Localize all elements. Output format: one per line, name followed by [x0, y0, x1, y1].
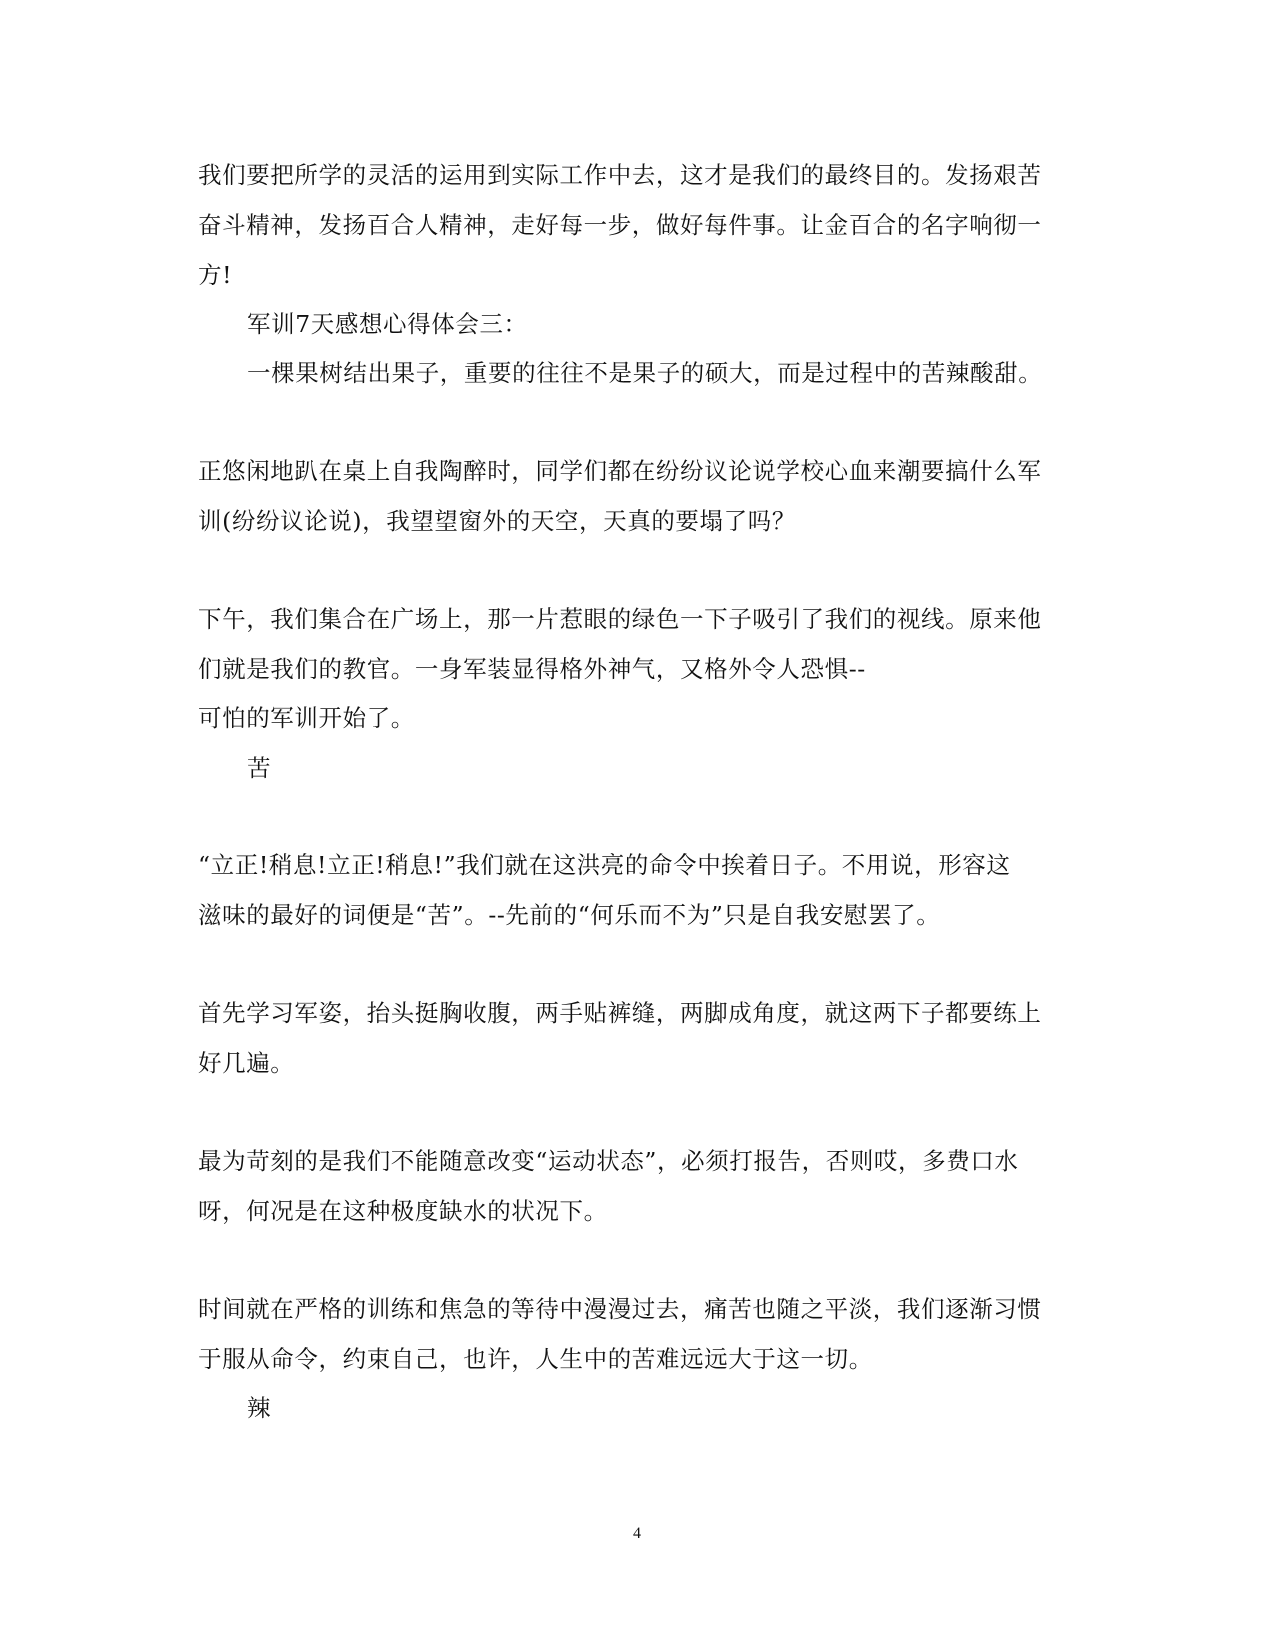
body-text-line: 方!: [198, 261, 233, 289]
body-text-line: 时间就在严格的训练和焦急的等待中漫漫过去，痛苦也随之平淡，我们逐渐习惯: [198, 1295, 1042, 1323]
subsection-heading: 辣: [247, 1394, 272, 1422]
body-text-line: 滋味的最好的词便是“苦”。--先前的“何乐而不为”只是自我安慰罢了。: [198, 901, 941, 929]
body-text-line: 好几遍。: [198, 1049, 295, 1077]
subsection-heading: 苦: [247, 754, 272, 782]
body-text-line: 下午，我们集合在广场上，那一片惹眼的绿色一下子吸引了我们的视线。原来他: [198, 605, 1042, 633]
body-text-line: 最为苛刻的是我们不能随意改变“运动状态”，必须打报告，否则哎，多费口水: [198, 1147, 1019, 1175]
body-text-line: 们就是我们的教官。一身军装显得格外神气，又格外令人恐惧--: [198, 655, 866, 683]
body-text-line: 可怕的军训开始了。: [198, 704, 415, 732]
body-text-line: 正悠闲地趴在桌上自我陶醉时，同学们都在纷纷议论说学校心血来潮要搞什么军: [198, 457, 1042, 485]
section-heading: 军训7天感想心得体会三：: [247, 310, 528, 338]
body-text-line: 奋斗精神，发扬百合人精神，走好每一步，做好每件事。让金百合的名字响彻一: [198, 211, 1042, 239]
body-text-line: 训(纷纷议论说)，我望望窗外的天空，天真的要塌了吗？: [198, 507, 796, 535]
body-text-line: 首先学习军姿，抬头挺胸收腹，两手贴裤缝，两脚成角度，就这两下子都要练上: [198, 999, 1042, 1027]
body-text-line: 于服从命令，约束自己，也许，人生中的苦难远远大于这一切。: [198, 1345, 873, 1373]
body-text-line: 一棵果树结出果子，重要的往往不是果子的硕大，而是过程中的苦辣酸甜。: [247, 359, 1043, 387]
body-text-line: 呀，何况是在这种极度缺水的状况下。: [198, 1197, 608, 1225]
body-text-line: “立正!稍息!立正!稍息!”我们就在这洪亮的命令中挨着日子。不用说，形容这: [198, 851, 1011, 879]
page-number: 4: [633, 1525, 641, 1542]
body-text-line: 我们要把所学的灵活的运用到实际工作中去，这才是我们的最终目的。发扬艰苦: [198, 161, 1042, 189]
